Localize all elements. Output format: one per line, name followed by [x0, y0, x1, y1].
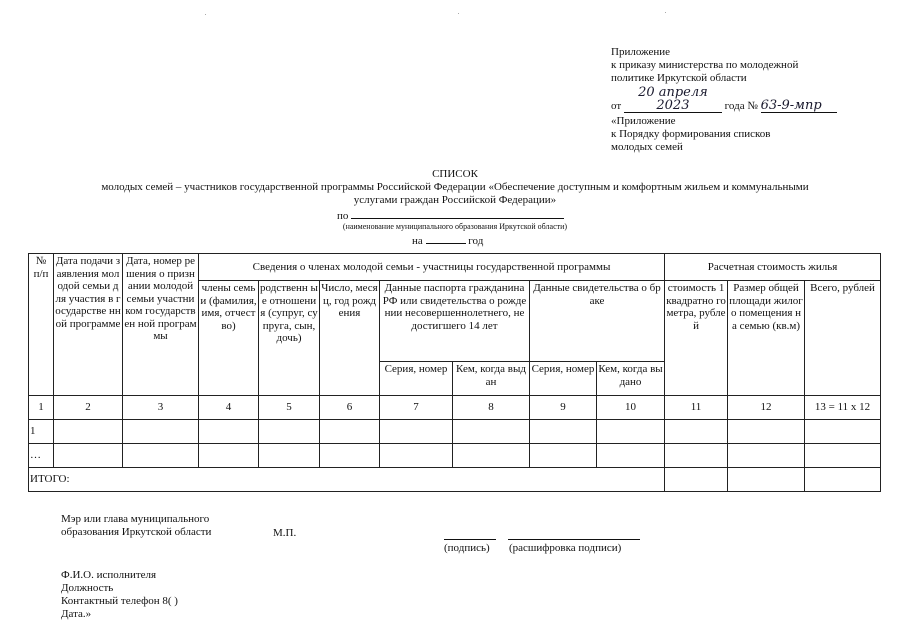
- column-number: 7: [380, 396, 453, 420]
- table-cell: [805, 420, 881, 444]
- table-row: [29, 444, 881, 468]
- order-appendix-line2: к приказу министерства по молодежной: [611, 59, 799, 71]
- title-heading: СПИСОК: [432, 168, 478, 180]
- column-number: 3: [123, 396, 199, 420]
- scan-speck: [458, 13, 459, 14]
- header-relationship: родственн ые отношени я (супруг, супруга, сын, дочь): [259, 281, 320, 396]
- procedure-appendix-line2: к Порядку формирования списков: [611, 128, 771, 140]
- table-cell: [320, 420, 380, 444]
- column-number: 1: [29, 396, 54, 420]
- title-line1: молодых семей – участников государственной программы Российской Федерации «Обеспечение доступным и комфортным жильем и коммунальными: [101, 181, 809, 193]
- table-cell: [530, 444, 597, 468]
- decoding-line: [508, 539, 640, 540]
- table-cell: [453, 444, 530, 468]
- header-total-area: Размер общей площади жилого помещения на семью (кв.м): [728, 281, 805, 396]
- column-number: 9: [530, 396, 597, 420]
- year-label: год: [468, 235, 484, 247]
- header-passport-data: Данные паспорта гражданина РФ или свидетельства о рождении несовершеннолетнего, не достигшего 14 лет: [380, 281, 530, 362]
- column-number: 4: [199, 396, 259, 420]
- year-word: года: [724, 100, 745, 112]
- decoding-caption: (расшифровка подписи): [509, 542, 622, 554]
- signature-caption: (подпись): [444, 542, 490, 554]
- municipality-caption: (наименование муниципального образования Иркутской области): [342, 222, 568, 231]
- scan-speck: [665, 12, 666, 13]
- column-number: 2: [54, 396, 123, 420]
- column-number: 10: [597, 396, 665, 420]
- header-decision-date: Дата, номер решения о признании молодой семьи участником государствен ной программы: [123, 254, 199, 396]
- number-sign: №: [747, 100, 758, 112]
- header-number: № п/п: [29, 254, 54, 396]
- table-cell: [597, 444, 665, 468]
- scan-speck: [205, 14, 206, 15]
- year-line: [412, 233, 532, 248]
- header-housing-cost: Расчетная стоимость жилья: [665, 254, 881, 281]
- table-cell: [453, 420, 530, 444]
- title-line2: услугами граждан Российской Федерации»: [353, 194, 557, 206]
- header-birth-date: Число, месяц, год рождения: [320, 281, 380, 396]
- header-marriage-issued: Кем, когда выдано: [597, 362, 665, 396]
- table-cell: [259, 444, 320, 468]
- column-number: 8: [453, 396, 530, 420]
- total-row: [29, 468, 881, 492]
- table-cell: [54, 444, 123, 468]
- mayor-line1: Мэр или глава муниципального: [61, 513, 210, 525]
- column-numbers-row: [29, 396, 881, 420]
- table-cell: [123, 420, 199, 444]
- column-number: 11: [665, 396, 728, 420]
- executor-position: Должность: [61, 582, 114, 594]
- procedure-appendix-line1: «Приложение: [611, 115, 676, 127]
- date-prefix: от: [611, 100, 622, 112]
- column-number: 13 = 11 x 12: [805, 396, 881, 420]
- na-label: на: [412, 235, 423, 247]
- municipality-line: [337, 207, 577, 223]
- executor-date: Дата.»: [61, 608, 92, 620]
- order-date-line: [611, 86, 891, 113]
- total-label: ИТОГО:: [29, 468, 665, 492]
- handwritten-date: 20 апреля 2023: [624, 86, 722, 113]
- po-label: по: [337, 210, 349, 222]
- table-cell: [380, 444, 453, 468]
- table-cell: [259, 420, 320, 444]
- header-application-date: Дата подачи заявления молодой семьи для участия в государстве нной программе: [54, 254, 123, 396]
- order-appendix-header: [611, 46, 891, 113]
- table-cell: [728, 444, 805, 468]
- table-cell: [199, 420, 259, 444]
- table-cell: [665, 468, 728, 492]
- handwritten-order-number: 63-9-мпр: [761, 99, 837, 113]
- column-number: 12: [728, 396, 805, 420]
- table-cell: [728, 420, 805, 444]
- procedure-appendix-header: [611, 115, 891, 154]
- table-cell: [597, 420, 665, 444]
- table-row: [29, 420, 881, 444]
- table-cell: [665, 420, 728, 444]
- header-member-names: члены семьи (фамилия, имя, отчество): [199, 281, 259, 396]
- municipality-blank: [351, 207, 564, 219]
- document-title: [30, 168, 880, 207]
- order-appendix-line3: политике Иркутской области: [611, 72, 747, 84]
- header-passport-series: Серия, номер: [380, 362, 453, 396]
- table-cell: [728, 468, 805, 492]
- table-cell: [123, 444, 199, 468]
- column-number: 5: [259, 396, 320, 420]
- year-blank: [426, 233, 466, 244]
- table-cell: [665, 444, 728, 468]
- order-appendix-line1: Приложение: [611, 46, 671, 58]
- table-cell: [320, 444, 380, 468]
- header-passport-issued: Кем, когда выдан: [453, 362, 530, 396]
- row-number: 1: [29, 420, 54, 444]
- families-table: [28, 253, 881, 492]
- table-cell: [805, 468, 881, 492]
- header-marriage-certificate: Данные свидетельства о браке: [530, 281, 665, 362]
- header-marriage-series: Серия, номер: [530, 362, 597, 396]
- mayor-line2: образования Иркутской области: [61, 526, 212, 538]
- column-number: 6: [320, 396, 380, 420]
- stamp-label: М.П.: [273, 527, 297, 539]
- procedure-appendix-line3: молодых семей: [611, 141, 683, 153]
- table-cell: [805, 444, 881, 468]
- executor-phone: Контактный телефон 8( ): [61, 595, 178, 607]
- mayor-block: [61, 513, 261, 539]
- row-number: …: [29, 444, 54, 468]
- signature-line: [444, 539, 496, 540]
- header-total-rubles: Всего, рублей: [805, 281, 881, 396]
- executor-name: Ф.И.О. исполнителя: [61, 569, 157, 581]
- table-cell: [530, 420, 597, 444]
- table-cell: [380, 420, 453, 444]
- header-price-per-sqm: стоимость 1 квадратно го метра, рублей: [665, 281, 728, 396]
- executor-block: [61, 569, 281, 621]
- table-cell: [54, 420, 123, 444]
- header-family-members: Сведения о членах молодой семьи - участницы государственной программы: [199, 254, 665, 281]
- table-cell: [199, 444, 259, 468]
